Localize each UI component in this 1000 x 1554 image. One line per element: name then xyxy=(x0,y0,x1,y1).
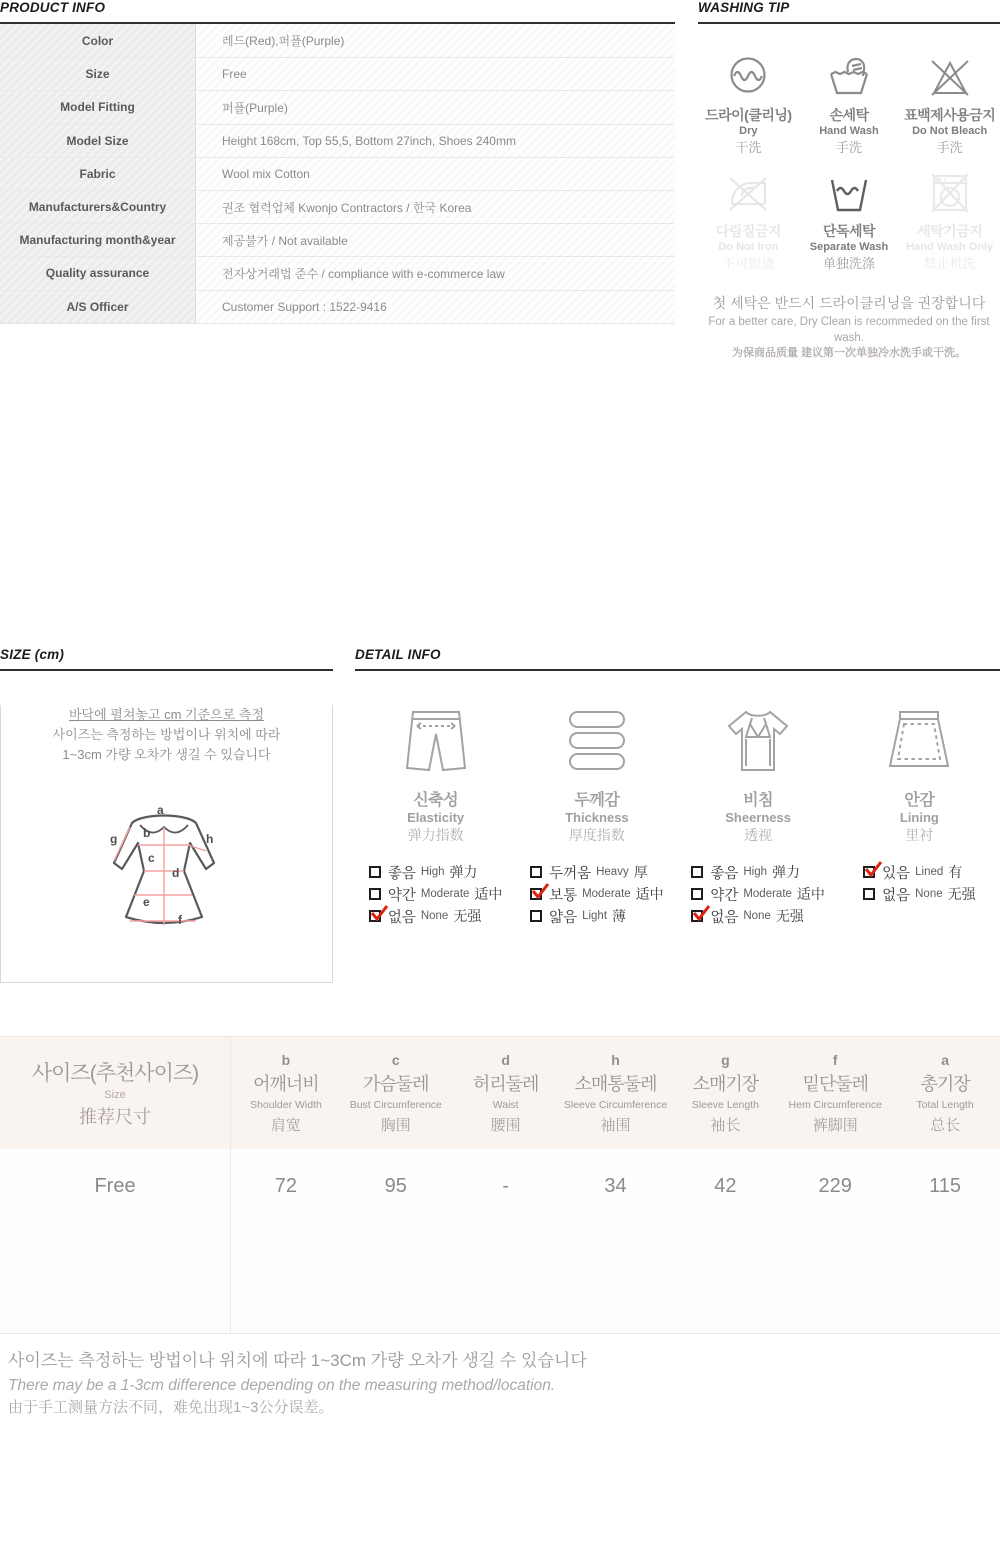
checkbox-checked xyxy=(530,888,542,900)
wash-item-separate-wash xyxy=(799,170,900,272)
washing-note-zh: 为保商品质量 建议第一次单独冷水洗手或干洗。 xyxy=(731,346,967,359)
option-row xyxy=(369,905,503,927)
table-row xyxy=(0,24,675,57)
product-info-table xyxy=(0,24,675,324)
option-ko: 약간 xyxy=(387,887,416,904)
option-zh: 薄 xyxy=(612,908,627,924)
detail-title-ko: 신축성 xyxy=(413,792,459,809)
row-value: 퍼플(Purple) xyxy=(196,91,675,123)
wash-label-ko: 단독세탁 xyxy=(822,223,876,239)
row-value: Wool mix Cotton xyxy=(196,158,675,190)
diagram-label-g: g xyxy=(110,832,118,846)
size-section xyxy=(0,647,333,983)
detail-title-zh: 透视 xyxy=(744,827,773,843)
lining-skirt-icon xyxy=(839,705,1000,779)
checkbox-unchecked xyxy=(369,888,381,900)
footer-disclaimer xyxy=(8,1348,587,1419)
measure-note-line2: 사이즈는 측정하는 방법이나 위치에 따라 xyxy=(52,727,281,743)
product-info-section xyxy=(0,0,675,324)
option-zh: 无强 xyxy=(947,886,976,902)
disclaimer-en: There may be a 1-3cm difference depending on the measuring method/location. xyxy=(8,1376,556,1394)
option-list xyxy=(863,861,976,905)
wash-item-no-machine-wash xyxy=(899,170,1000,272)
col-en: Bust Circumference xyxy=(349,1098,442,1111)
col-ko: 어깨너비 xyxy=(253,1073,319,1094)
wash-label-ko: 드라이(클리닝) xyxy=(705,107,792,123)
option-list xyxy=(691,861,825,927)
divider xyxy=(698,22,1000,24)
option-row xyxy=(530,861,664,883)
option-ko: 얇음 xyxy=(549,909,578,926)
option-zh: 适中 xyxy=(635,886,664,902)
col-ko: 총기장 xyxy=(920,1073,970,1094)
diagram-label-b: b xyxy=(143,826,151,840)
size-value: 34 xyxy=(604,1175,627,1197)
size-value-free: Free xyxy=(0,1149,231,1333)
sheerness-tshirt-icon xyxy=(678,705,839,779)
do-not-iron-icon xyxy=(698,170,799,216)
wash-item-dry xyxy=(698,54,799,156)
wash-label-en: Hand Wash Only xyxy=(906,241,994,253)
checkbox-checked xyxy=(369,910,381,922)
col-en: Total Length xyxy=(916,1098,974,1111)
size-chart-header-col xyxy=(890,1037,1000,1149)
measure-note-line1: 바닥에 펼쳐놓고 cm 기준으로 측정 xyxy=(68,707,265,722)
header-en: Size xyxy=(104,1089,126,1101)
size-chart-header-col xyxy=(341,1037,451,1149)
option-en: None xyxy=(420,910,449,922)
size-chart-header-col xyxy=(231,1037,341,1149)
row-label: Size xyxy=(0,58,196,90)
col-zh: 总长 xyxy=(930,1116,961,1134)
option-zh: 无强 xyxy=(453,908,482,924)
detail-info-title: DETAIL INFO xyxy=(355,647,441,662)
option-row xyxy=(530,905,664,927)
checkbox-unchecked xyxy=(369,866,381,878)
detail-col-lining xyxy=(839,705,1000,927)
col-ko: 가슴둘레 xyxy=(363,1073,429,1094)
option-ko: 약간 xyxy=(710,887,739,904)
row-value: 레드(Red),퍼플(Purple) xyxy=(196,24,675,57)
option-ko: 보통 xyxy=(549,887,578,904)
detail-title-zh: 厚度指数 xyxy=(568,827,625,843)
option-en: Light xyxy=(582,910,608,922)
measure-note-line3: 1~3cm 가량 오차가 생길 수 있습니다 xyxy=(62,747,271,763)
size-chart-header-col xyxy=(780,1037,890,1149)
table-row xyxy=(0,90,675,123)
elasticity-pants-icon xyxy=(355,705,516,779)
washing-note-en: For a better care, Dry Clean is recommeded on the first wash. xyxy=(708,315,990,344)
detail-info-section xyxy=(355,647,1000,927)
wash-label-ko: 손세탁 xyxy=(829,107,869,123)
wash-item-do-not-bleach xyxy=(899,54,1000,156)
wash-label-zh: 不可熨烫 xyxy=(722,256,775,271)
col-letter: h xyxy=(611,1051,620,1068)
diagram-label-c: c xyxy=(148,851,155,865)
col-letter: f xyxy=(832,1051,838,1068)
option-ko: 없음 xyxy=(710,909,739,926)
checkbox-unchecked xyxy=(863,888,875,900)
row-value: Free xyxy=(196,58,675,90)
col-zh: 袖长 xyxy=(710,1116,741,1134)
row-label: A/S Officer xyxy=(0,291,196,323)
row-label: Fabric xyxy=(0,158,196,190)
option-ko: 두꺼움 xyxy=(549,865,592,882)
detail-title-ko: 안감 xyxy=(904,792,935,809)
row-label: Quality assurance xyxy=(0,257,196,289)
diagram-label-e: e xyxy=(143,895,150,909)
wash-item-hand-wash xyxy=(799,54,900,156)
dry-clean-icon xyxy=(698,54,799,100)
option-zh: 适中 xyxy=(796,886,825,902)
wash-label-en: Do Not Iron xyxy=(718,241,779,253)
detail-title-ko: 비침 xyxy=(743,792,774,809)
detail-col-elasticity xyxy=(355,705,516,927)
option-ko: 없음 xyxy=(387,909,416,926)
disclaimer-ko: 사이즈는 측정하는 방법이나 위치에 따라 1~3Cm 가량 오차가 생길 수 있습니다 xyxy=(8,1351,587,1370)
option-row xyxy=(530,883,664,905)
washing-note xyxy=(698,294,1000,361)
option-row xyxy=(863,861,976,883)
wash-label-zh: 干洗 xyxy=(735,140,762,155)
option-zh: 弹力 xyxy=(771,864,800,880)
wash-label-ko: 세탁기금지 xyxy=(917,223,983,239)
measure-note xyxy=(1,705,332,765)
size-chart-header-col xyxy=(670,1037,780,1149)
detail-col-thickness xyxy=(516,705,677,927)
option-row xyxy=(863,883,976,905)
table-row xyxy=(0,223,675,256)
col-letter: b xyxy=(281,1051,291,1068)
col-letter: c xyxy=(391,1051,400,1068)
row-label: Model Fitting xyxy=(0,91,196,123)
detail-col-sheerness xyxy=(678,705,839,927)
table-row xyxy=(0,190,675,223)
row-value: Height 168cm, Top 55,5, Bottom 27inch, Shoes 240mm xyxy=(196,125,675,157)
table-row xyxy=(0,256,675,289)
wash-label-en: Hand Wash xyxy=(819,125,879,137)
checkbox-unchecked xyxy=(691,866,703,878)
wash-label-en: Separate Wash xyxy=(809,241,889,253)
size-chart-table xyxy=(0,1036,1000,1334)
detail-title-zh: 弹力指数 xyxy=(407,827,464,843)
detail-title-en: Lining xyxy=(899,810,939,825)
col-zh: 裤脚围 xyxy=(812,1116,858,1134)
option-en: Lined xyxy=(915,866,944,878)
option-ko: 있음 xyxy=(882,865,911,882)
table-row xyxy=(0,124,675,157)
row-value: 전자상거래법 준수 / compliance with e-commerce law xyxy=(196,257,675,289)
col-letter: a xyxy=(941,1051,949,1068)
size-chart-header-col xyxy=(561,1037,671,1149)
checkbox-unchecked xyxy=(691,888,703,900)
size-diagram-box xyxy=(0,705,333,983)
col-ko: 밑단둘레 xyxy=(802,1073,868,1094)
size-chart-header-col xyxy=(451,1037,561,1149)
size-value: 115 xyxy=(929,1175,962,1197)
option-row xyxy=(691,905,825,927)
wash-label-en: Do Not Bleach xyxy=(912,125,988,137)
col-zh: 胸围 xyxy=(380,1116,411,1134)
detail-title-zh: 里衬 xyxy=(905,827,934,843)
option-row xyxy=(369,883,503,905)
checkbox-checked xyxy=(691,910,703,922)
option-zh: 厚 xyxy=(633,864,648,880)
row-label: Manufacturers&Country xyxy=(0,191,196,223)
checkbox-checked xyxy=(863,866,875,878)
divider xyxy=(355,669,1000,671)
wash-label-zh: 手洗 xyxy=(835,140,862,155)
header-ko: 사이즈(추천사이즈) xyxy=(31,1062,199,1085)
option-ko: 좋음 xyxy=(710,865,739,882)
row-value: 권조 협력업체 Kwonjo Contractors / 한국 Korea xyxy=(196,191,675,223)
divider xyxy=(0,669,333,671)
diagram-label-d: d xyxy=(172,866,180,880)
size-chart-values-row xyxy=(0,1149,1000,1333)
option-row xyxy=(691,861,825,883)
detail-title-en: Elasticity xyxy=(407,810,465,825)
option-ko: 좋음 xyxy=(387,865,416,882)
wash-label-zh: 手洗 xyxy=(936,140,963,155)
size-value: 95 xyxy=(384,1175,407,1197)
size-value: 42 xyxy=(714,1175,737,1197)
option-en: Heavy xyxy=(596,866,629,878)
col-zh: 袖围 xyxy=(600,1116,631,1134)
row-label: Model Size xyxy=(0,125,196,157)
no-machine-wash-icon xyxy=(899,170,1000,216)
option-en: Moderate xyxy=(420,888,470,900)
col-en: Shoulder Width xyxy=(250,1098,322,1111)
do-not-bleach-icon xyxy=(899,54,1000,100)
col-letter: g xyxy=(721,1051,730,1068)
detail-grid xyxy=(355,705,1000,927)
col-ko: 소매통둘레 xyxy=(574,1073,657,1094)
option-en: None xyxy=(743,910,771,922)
option-en: Moderate xyxy=(582,888,631,900)
option-zh: 弹力 xyxy=(449,864,478,880)
row-label: Color xyxy=(0,24,196,57)
size-section-title: SIZE (cm) xyxy=(0,647,65,662)
col-en: Sleeve Circumference xyxy=(563,1098,668,1111)
col-ko: 소매기장 xyxy=(692,1073,759,1094)
option-zh: 适中 xyxy=(474,886,503,902)
diagram-label-a: a xyxy=(157,803,164,817)
col-zh: 肩宽 xyxy=(270,1116,301,1134)
option-list xyxy=(369,861,503,927)
disclaimer-zh: 由于手工测量方法不同，难免出现1~3公分误差。 xyxy=(8,1398,334,1416)
header-zh: 推荐尺寸 xyxy=(79,1107,151,1127)
option-list xyxy=(530,861,664,927)
diagram-label-f: f xyxy=(178,913,182,927)
washing-tip-section xyxy=(698,0,1000,361)
row-value: Customer Support : 1522-9416 xyxy=(196,291,675,323)
option-row xyxy=(691,883,825,905)
thickness-layers-icon xyxy=(516,705,677,779)
detail-title-en: Sheerness xyxy=(725,810,791,825)
table-row xyxy=(0,290,675,323)
row-label: Manufacturing month&year xyxy=(0,224,196,256)
washing-tip-title: WASHING TIP xyxy=(698,0,790,15)
option-zh: 有 xyxy=(948,864,963,880)
option-en: High xyxy=(743,866,767,878)
washing-icons-grid xyxy=(698,54,1000,272)
size-value: - xyxy=(502,1175,509,1197)
wash-label-ko: 표백제사용금지 xyxy=(904,107,996,123)
separate-wash-icon xyxy=(799,170,900,216)
detail-title-en: Thickness xyxy=(565,810,629,825)
size-value: 229 xyxy=(818,1175,852,1197)
checkbox-unchecked xyxy=(530,866,542,878)
wash-item-do-not-iron xyxy=(698,170,799,272)
table-row xyxy=(0,157,675,190)
wash-label-zh: 单独洗涤 xyxy=(822,256,875,271)
wash-label-zh: 禁止机洗 xyxy=(923,256,976,271)
col-en: Sleeve Length xyxy=(691,1098,759,1111)
size-chart-header-size xyxy=(0,1037,231,1149)
diagram-label-h: h xyxy=(206,832,214,846)
washing-note-ko: 첫 세탁은 반드시 드라이클리닝을 권장합니다 xyxy=(712,295,986,311)
hand-wash-icon xyxy=(799,54,900,100)
col-en: Hem Circumference xyxy=(788,1098,882,1111)
detail-title-ko: 두께감 xyxy=(574,792,620,809)
size-value: 72 xyxy=(274,1175,298,1197)
option-en: High xyxy=(420,866,445,878)
product-info-title: PRODUCT INFO xyxy=(0,0,106,15)
row-value: 제공불가 / Not available xyxy=(196,224,675,256)
option-row xyxy=(369,861,503,883)
table-row xyxy=(0,57,675,90)
option-en: None xyxy=(915,888,943,900)
col-letter: d xyxy=(501,1051,510,1068)
col-ko: 허리둘레 xyxy=(472,1073,539,1094)
wash-label-ko: 다림질금지 xyxy=(715,223,781,239)
option-zh: 无强 xyxy=(775,908,804,924)
wash-label-en: Dry xyxy=(739,125,758,137)
size-chart-header xyxy=(0,1037,1000,1149)
checkbox-unchecked xyxy=(530,910,542,922)
option-ko: 없음 xyxy=(882,887,911,904)
option-en: Moderate xyxy=(743,888,792,900)
col-en: Waist xyxy=(492,1098,519,1111)
col-zh: 腰围 xyxy=(490,1116,521,1134)
